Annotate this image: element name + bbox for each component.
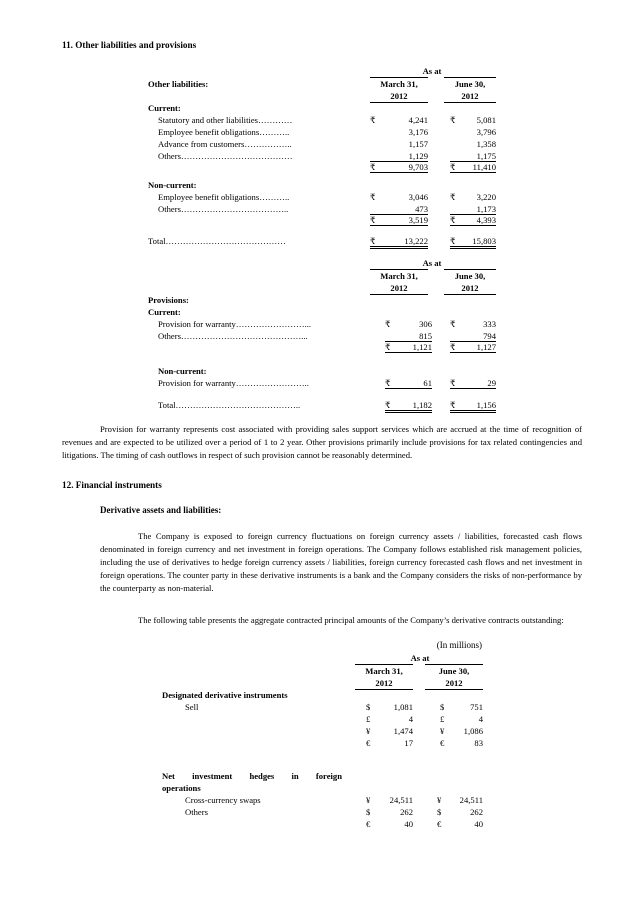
- currency-symbol: €: [437, 819, 442, 829]
- value-march: 61: [423, 378, 432, 388]
- other-liabilities-heading: Other liabilities:: [148, 79, 209, 89]
- derivative-paragraph: The Company is exposed to foreign currency fluctuations on foreign currency assets / liabilities, forecasted cash flows denominated in foreign currency and net investment in foreign operations. The Company follows established risk management policies, including the use of derivatives to hedge foreign currency assets / liabilities, foreign currency forecasted cash flows and net investment in foreign operations. The counter party in these derivative instruments is a bank and the Company considers the risks of non-performance by the counterparty as non-material.: [100, 531, 582, 593]
- col-june-label: June 30,: [454, 79, 486, 89]
- value-march: 24,511: [389, 795, 413, 805]
- subtotal-june: 1,127: [476, 342, 496, 352]
- designated-heading: Designated derivative instruments: [162, 690, 288, 700]
- rupee-symbol: ₹: [450, 236, 456, 246]
- rupee-symbol: ₹: [450, 342, 456, 352]
- current-heading: Current:: [148, 103, 181, 113]
- currency-symbol: €: [440, 738, 445, 748]
- value-march: 815: [419, 331, 432, 341]
- col-march-year: 2012: [375, 678, 393, 688]
- rupee-symbol: ₹: [450, 162, 456, 172]
- value-june: 1,175: [476, 151, 496, 161]
- provisions-heading: Provisions:: [148, 295, 189, 305]
- value-march: 3,176: [408, 127, 428, 137]
- provisions-current-heading: Current:: [148, 307, 181, 317]
- row-label: Employee benefit obligations………..: [158, 192, 290, 202]
- subtotal-june: 11,410: [472, 162, 496, 172]
- row-label: Provision for warranty……………………..: [158, 378, 309, 388]
- as-at-header-2: As at: [422, 258, 442, 268]
- currency-symbol: €: [366, 738, 371, 748]
- currency-symbol: $: [366, 702, 371, 712]
- rupee-symbol: ₹: [385, 319, 391, 329]
- rupee-symbol: ₹: [450, 400, 456, 410]
- row-label: Employee benefit obligations………..: [158, 127, 290, 137]
- total-label: Total……………………………………: [148, 236, 286, 246]
- rupee-symbol: ₹: [370, 192, 376, 202]
- value-june: 794: [483, 331, 496, 341]
- in-millions-label: (In millions): [436, 640, 482, 650]
- col-june-label: June 30,: [438, 666, 470, 676]
- value-march: 3,046: [408, 192, 428, 202]
- value-june: 29: [487, 378, 496, 388]
- row-label: Statutory and other liabilities…………: [158, 115, 293, 125]
- rupee-symbol: ₹: [370, 162, 376, 172]
- subtotal-march: 3,519: [408, 215, 428, 225]
- currency-symbol: ¥: [440, 726, 445, 736]
- value-march: 473: [415, 204, 428, 214]
- rupee-symbol: ₹: [450, 115, 456, 125]
- currency-symbol: £: [366, 714, 371, 724]
- row-label: Others………………………………..: [158, 204, 289, 214]
- currency-symbol: $: [437, 807, 442, 817]
- currency-symbol: ¥: [437, 795, 442, 805]
- value-june: 1,173: [476, 204, 496, 214]
- total-march: 1,182: [412, 400, 432, 410]
- row-label: Provision for warranty……………………...: [158, 319, 312, 329]
- currency-symbol: €: [366, 819, 371, 829]
- col-march-year: 2012: [390, 91, 408, 101]
- subtotal-june: 4,393: [476, 215, 496, 225]
- value-march: 4,241: [408, 115, 428, 125]
- col-june-year: 2012: [461, 91, 479, 101]
- rupee-symbol: ₹: [370, 215, 376, 225]
- currency-symbol: £: [440, 714, 445, 724]
- rupee-symbol: ₹: [385, 342, 391, 352]
- value-june: 40: [474, 819, 483, 829]
- col-march-label: March 31,: [380, 271, 418, 281]
- value-march: 1,157: [408, 139, 428, 149]
- value-march: 262: [400, 807, 413, 817]
- row-label: Others: [185, 807, 208, 817]
- value-march: 1,474: [393, 726, 413, 736]
- rupee-symbol: ₹: [370, 236, 376, 246]
- total-june: 15,803: [472, 236, 496, 246]
- value-june: 751: [470, 702, 483, 712]
- as-at-header-3: As at: [410, 653, 430, 663]
- value-june: 5,081: [476, 115, 496, 125]
- subtotal-march: 9,703: [408, 162, 428, 172]
- value-march: 1,081: [393, 702, 413, 712]
- col-march-year: 2012: [390, 283, 408, 293]
- rupee-symbol: ₹: [385, 400, 391, 410]
- value-june: 4: [478, 714, 483, 724]
- rupee-symbol: ₹: [450, 378, 456, 388]
- value-march: 40: [404, 819, 413, 829]
- col-june-year: 2012: [461, 283, 479, 293]
- value-june: 1,358: [476, 139, 496, 149]
- value-june: 3,796: [476, 127, 496, 137]
- value-june: 83: [474, 738, 483, 748]
- currency-symbol: ¥: [366, 726, 371, 736]
- total-march: 13,222: [404, 236, 428, 246]
- net-investment-heading: Net investment hedges in foreign operations: [162, 771, 342, 793]
- noncurrent-heading: Non-current:: [148, 180, 197, 190]
- derivative-subtitle: Derivative assets and liabilities:: [100, 505, 222, 515]
- total-june: 1,156: [476, 400, 496, 410]
- rupee-symbol: ₹: [450, 215, 456, 225]
- sell-label: Sell: [185, 702, 199, 712]
- col-march-label: March 31,: [380, 79, 418, 89]
- subtotal-march: 1,121: [412, 342, 432, 352]
- value-march: 306: [419, 319, 432, 329]
- rupee-symbol: ₹: [450, 192, 456, 202]
- row-label: Advance from customers……………..: [158, 139, 292, 149]
- rupee-symbol: ₹: [450, 319, 456, 329]
- section-11-title: 11. Other liabilities and provisions: [62, 40, 197, 50]
- col-march-label: March 31,: [365, 666, 403, 676]
- value-june: 262: [470, 807, 483, 817]
- rupee-symbol: ₹: [385, 378, 391, 388]
- table-intro-paragraph: The following table presents the aggregate contracted principal amounts of the Company’s derivative contracts outstanding:: [138, 615, 564, 625]
- currency-symbol: $: [440, 702, 445, 712]
- col-june-label: June 30,: [454, 271, 486, 281]
- as-at-header: As at: [422, 66, 442, 76]
- currency-symbol: $: [366, 807, 371, 817]
- provision-paragraph: Provision for warranty represents cost associated with providing sales support services which are accrued at the time of recognition of revenues and are expected to be utilized over a period of 1 to 2 year. Other provisions primarily include provisions for tax related contingencies and litigations. The timing of cash outflows in respect of such provision cannot be reasonably determined.: [62, 424, 582, 460]
- section-12-title: 12. Financial instruments: [62, 480, 162, 490]
- currency-symbol: ¥: [366, 795, 371, 805]
- value-june: 1,086: [463, 726, 483, 736]
- value-june: 3,220: [476, 192, 496, 202]
- value-march: 1,129: [408, 151, 428, 161]
- total-label: Total……………………………………..: [158, 400, 301, 410]
- row-label: Others……………………………………...: [158, 331, 308, 341]
- value-june: 24,511: [459, 795, 483, 805]
- value-june: 333: [483, 319, 496, 329]
- provisions-noncurrent-heading: Non-current:: [158, 366, 207, 376]
- value-march: 17: [404, 738, 413, 748]
- rupee-symbol: ₹: [370, 115, 376, 125]
- value-march: 4: [408, 714, 413, 724]
- row-label: Cross-currency swaps: [185, 795, 261, 805]
- row-label: Others…………………………………: [158, 151, 293, 161]
- col-june-year: 2012: [445, 678, 463, 688]
